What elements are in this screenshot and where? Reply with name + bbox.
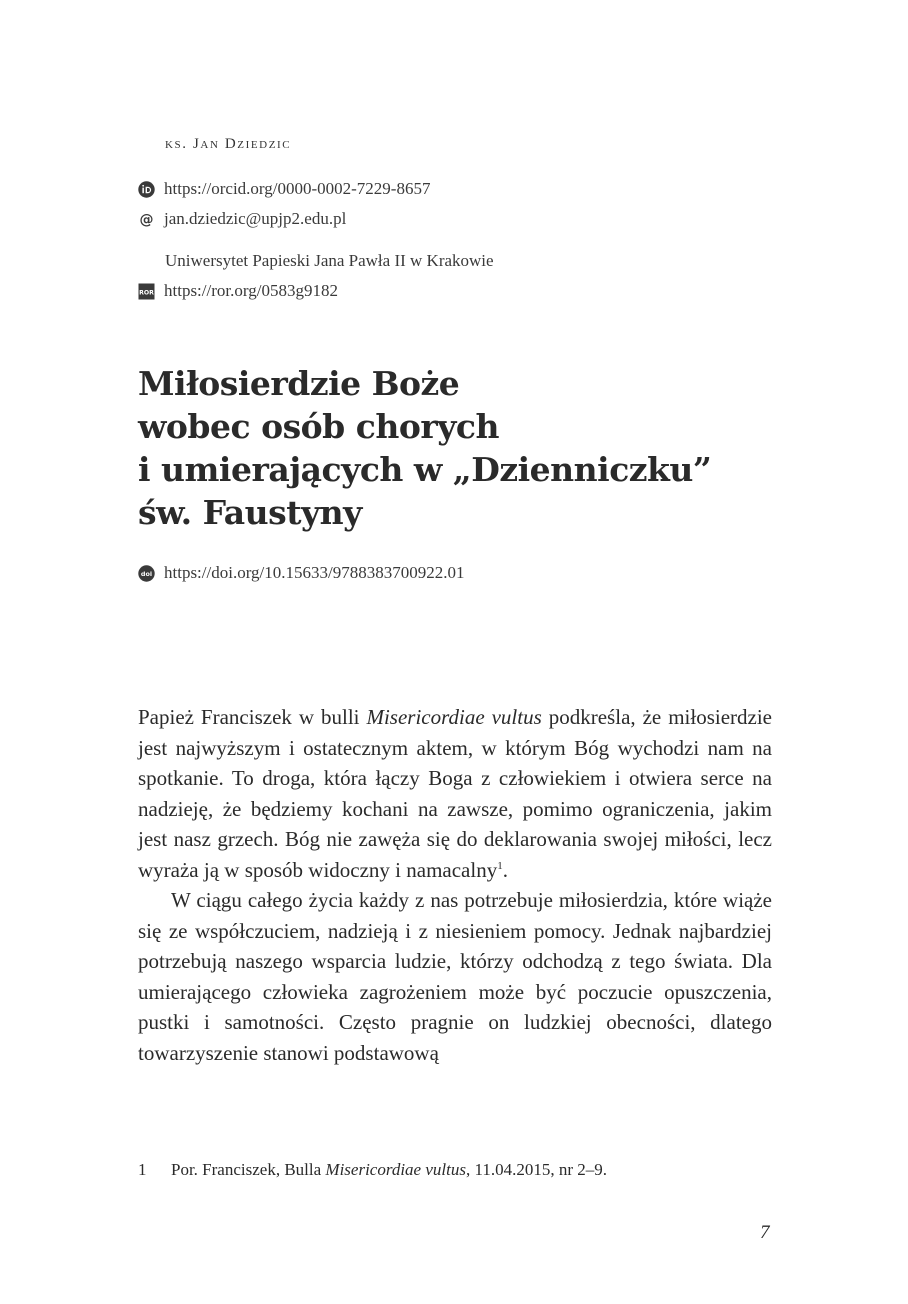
title-line: i umierających w „Dzienniczku” <box>138 450 712 489</box>
article-title <box>138 362 711 534</box>
at-icon <box>138 211 155 228</box>
svg-text:@: @ <box>139 211 154 228</box>
paragraph: W ciągu całego życia każdy z nas potrzebuje miłosierdzia, które wiąże się ze współczuciem, nadzieją i z niesieniem pomocy. Jednak najbardziej potrzebują naszego wsparcia ludzie, którzy odchodzą z tego świata. Dla umierającego człowieka zagrożeniem może być poczucie opuszczenia, pustki i samotności. Często pragnie on ludzkiej obecności, dlatego towarzyszenie stanowi podstawową <box>138 888 772 1065</box>
affiliation-text: Uniwersytet Papieski Jana Pawła II w Krakowie <box>165 251 494 270</box>
orcid-row <box>138 179 430 199</box>
email-row <box>138 209 346 229</box>
svg-text:doi: doi <box>140 569 153 578</box>
footnote-reference[interactable]: 1 <box>497 859 503 872</box>
doi-icon <box>138 565 155 582</box>
orcid-link[interactable]: https://orcid.org/0000-0002-7229-8657 <box>164 179 431 198</box>
footnote <box>138 1160 607 1180</box>
title-line: św. Faustyny <box>138 493 362 532</box>
svg-text:ROR: ROR <box>139 289 154 296</box>
doi-link[interactable]: https://doi.org/10.15633/9788383700922.01 <box>164 563 465 582</box>
body-text <box>138 702 772 1068</box>
paragraph: Papież Franciszek w bulli Misericordiae vultus podkreśla, że miłosierdzie jest najwyższym i ostatecznym aktem, w którym Bóg wychodzi nam na spotkanie. To droga, która łączy Boga z człowiekiem i otwiera serce na nadzieję, że będziemy kochani na zawsze, pomimo ograniczenia, jakim jest nasz grzech. Bóg nie zawęża się do deklarowania swojej miłości, lecz wyraża ją w sposób widoczny i namacalny$^1$. <box>138 705 772 882</box>
title-line: wobec osób chorych <box>138 407 499 446</box>
page-number: 7 <box>760 1222 770 1243</box>
work-title: Misericordiae vultus <box>366 705 542 729</box>
ror-row <box>138 281 338 301</box>
title-line: Miłosierdzie Boże <box>138 364 460 403</box>
footnote-number: 1 <box>138 1160 147 1179</box>
orcid-icon <box>138 181 155 198</box>
footnote-text: Por. Franciszek, Bulla Misericordiae vultus, 11.04.2015, nr 2–9. <box>171 1160 607 1179</box>
doi-row <box>138 563 465 583</box>
email-link[interactable]: jan.dziedzic@upjp2.edu.pl <box>164 209 347 228</box>
affiliation <box>165 251 494 271</box>
ror-link[interactable]: https://ror.org/0583g9182 <box>164 281 338 300</box>
ror-icon <box>138 283 155 300</box>
author-name: ks. Jan Dziedzic <box>165 136 292 152</box>
